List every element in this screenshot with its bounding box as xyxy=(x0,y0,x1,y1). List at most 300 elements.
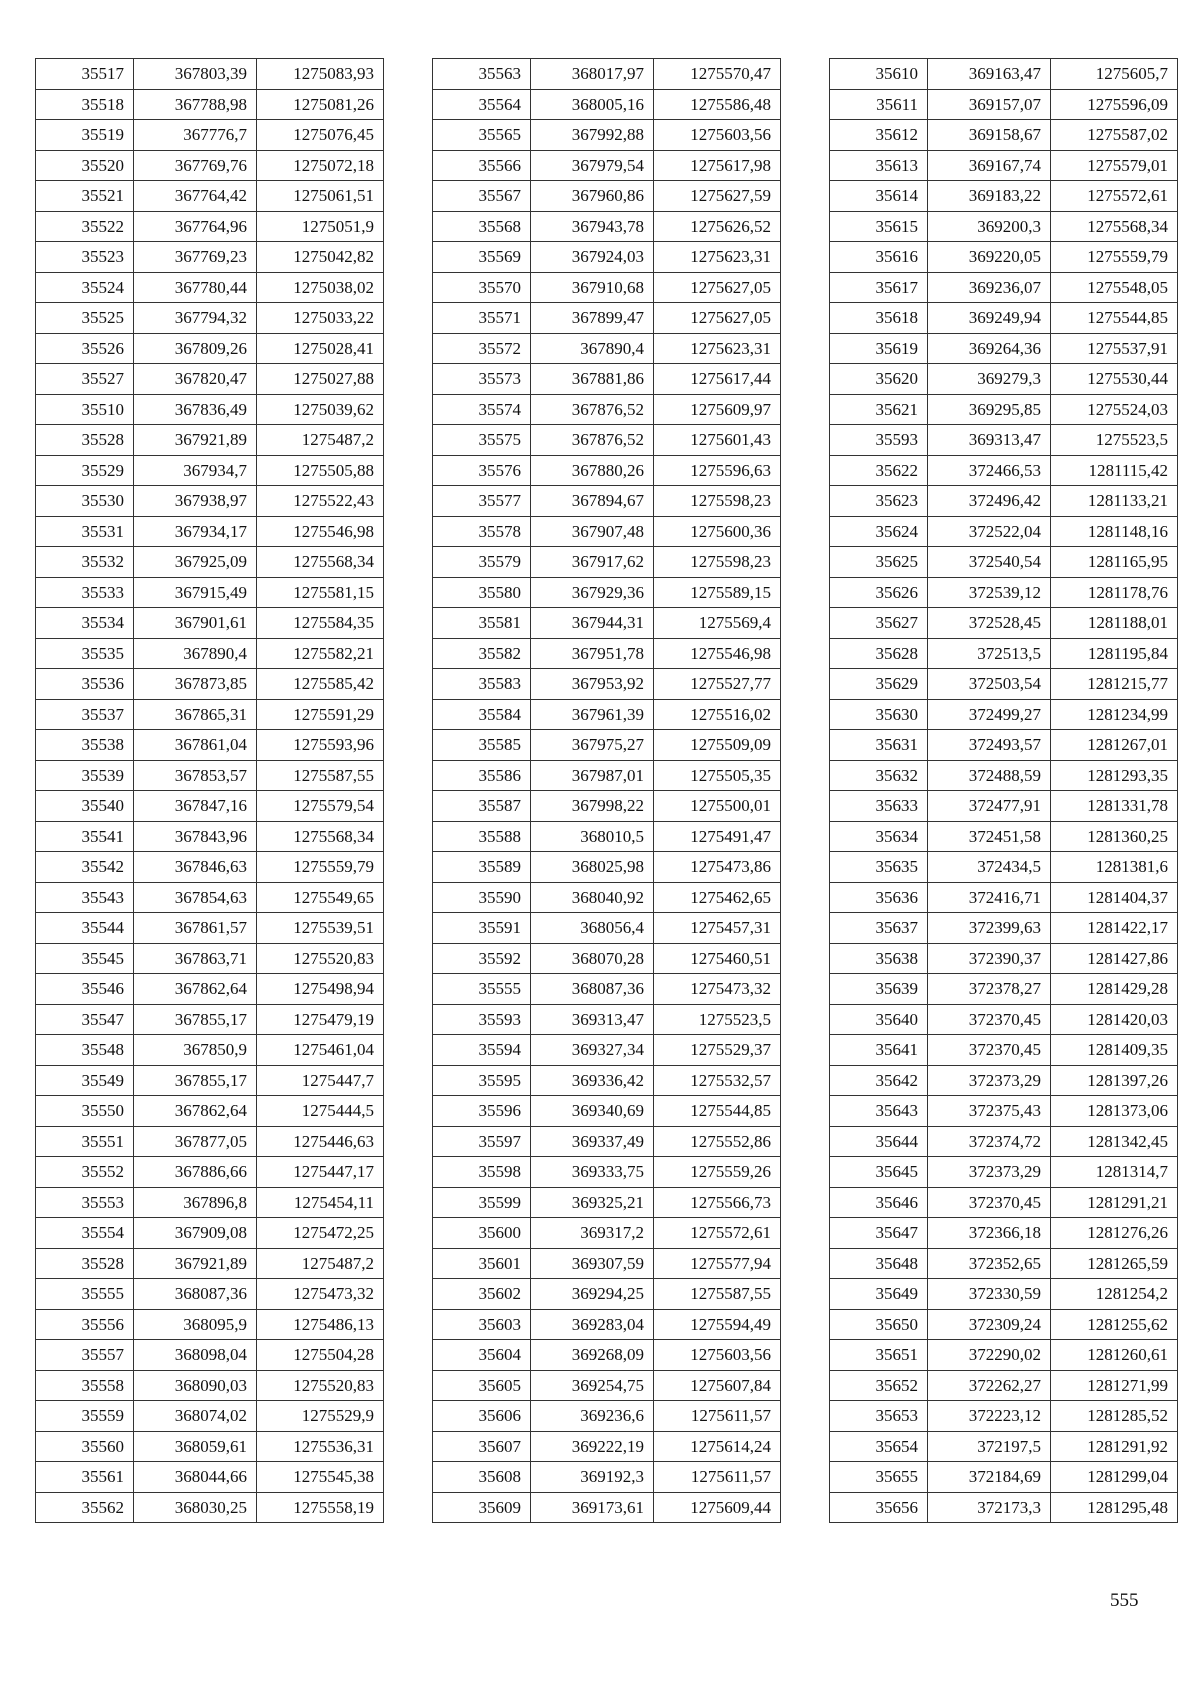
point-number-cell: 35530 xyxy=(36,486,134,517)
table-row xyxy=(433,486,781,517)
x-coordinate-cell: 367894,67 xyxy=(531,486,654,517)
coordinates-table-3 xyxy=(829,58,1178,1523)
x-coordinate-cell: 367820,47 xyxy=(134,364,257,395)
x-coordinate-cell: 369327,34 xyxy=(531,1035,654,1066)
point-number-cell: 35644 xyxy=(830,1126,928,1157)
x-coordinate-cell: 367877,05 xyxy=(134,1126,257,1157)
y-coordinate-cell: 1275462,65 xyxy=(654,882,781,913)
y-coordinate-cell: 1275061,51 xyxy=(257,181,384,212)
table-row xyxy=(36,364,384,395)
point-number-cell: 35588 xyxy=(433,821,531,852)
y-coordinate-cell: 1275611,57 xyxy=(654,1401,781,1432)
x-coordinate-cell: 372370,45 xyxy=(928,1035,1051,1066)
table-row xyxy=(433,730,781,761)
y-coordinate-cell: 1275609,44 xyxy=(654,1492,781,1523)
point-number-cell: 35569 xyxy=(433,242,531,273)
point-number-cell: 35618 xyxy=(830,303,928,334)
point-number-cell: 35633 xyxy=(830,791,928,822)
point-number-cell: 35542 xyxy=(36,852,134,883)
x-coordinate-cell: 372366,18 xyxy=(928,1218,1051,1249)
table-row xyxy=(433,577,781,608)
y-coordinate-cell: 1275072,18 xyxy=(257,150,384,181)
y-coordinate-cell: 1275500,01 xyxy=(654,791,781,822)
x-coordinate-cell: 369333,75 xyxy=(531,1157,654,1188)
y-coordinate-cell: 1275473,32 xyxy=(257,1279,384,1310)
y-coordinate-cell: 1275038,02 xyxy=(257,272,384,303)
point-number-cell: 35555 xyxy=(36,1279,134,1310)
table-row xyxy=(36,303,384,334)
y-coordinate-cell: 1275033,22 xyxy=(257,303,384,334)
point-number-cell: 35619 xyxy=(830,333,928,364)
table-row xyxy=(830,1248,1178,1279)
y-coordinate-cell: 1275558,19 xyxy=(257,1492,384,1523)
x-coordinate-cell: 367855,17 xyxy=(134,1004,257,1035)
x-coordinate-cell: 368070,28 xyxy=(531,943,654,974)
table-row xyxy=(830,882,1178,913)
table-row xyxy=(36,1401,384,1432)
point-number-cell: 35567 xyxy=(433,181,531,212)
table-row xyxy=(830,974,1178,1005)
x-coordinate-cell: 367876,52 xyxy=(531,425,654,456)
x-coordinate-cell: 367934,7 xyxy=(134,455,257,486)
point-number-cell: 35558 xyxy=(36,1370,134,1401)
x-coordinate-cell: 367853,57 xyxy=(134,760,257,791)
x-coordinate-cell: 369222,19 xyxy=(531,1431,654,1462)
point-number-cell: 35539 xyxy=(36,760,134,791)
x-coordinate-cell: 369163,47 xyxy=(928,59,1051,90)
table-row xyxy=(36,1065,384,1096)
x-coordinate-cell: 369294,25 xyxy=(531,1279,654,1310)
point-number-cell: 35635 xyxy=(830,852,928,883)
point-number-cell: 35581 xyxy=(433,608,531,639)
point-number-cell: 35556 xyxy=(36,1309,134,1340)
coordinates-table-2 xyxy=(432,58,781,1523)
y-coordinate-cell: 1281420,03 xyxy=(1051,1004,1178,1035)
point-number-cell: 35589 xyxy=(433,852,531,883)
point-number-cell: 35564 xyxy=(433,89,531,120)
x-coordinate-cell: 367953,92 xyxy=(531,669,654,700)
point-number-cell: 35534 xyxy=(36,608,134,639)
table-row xyxy=(830,760,1178,791)
point-number-cell: 35631 xyxy=(830,730,928,761)
table-row xyxy=(36,1004,384,1035)
point-number-cell: 35577 xyxy=(433,486,531,517)
y-coordinate-cell: 1281422,17 xyxy=(1051,913,1178,944)
table-row xyxy=(433,669,781,700)
x-coordinate-cell: 372466,53 xyxy=(928,455,1051,486)
point-number-cell: 35587 xyxy=(433,791,531,822)
table-row xyxy=(830,577,1178,608)
point-number-cell: 35580 xyxy=(433,577,531,608)
x-coordinate-cell: 368040,92 xyxy=(531,882,654,913)
point-number-cell: 35655 xyxy=(830,1462,928,1493)
x-coordinate-cell: 367863,71 xyxy=(134,943,257,974)
x-coordinate-cell: 369192,3 xyxy=(531,1462,654,1493)
table-row xyxy=(433,364,781,395)
y-coordinate-cell: 1281195,84 xyxy=(1051,638,1178,669)
y-coordinate-cell: 1275444,5 xyxy=(257,1096,384,1127)
table-row xyxy=(433,1401,781,1432)
point-number-cell: 35608 xyxy=(433,1462,531,1493)
point-number-cell: 35543 xyxy=(36,882,134,913)
y-coordinate-cell: 1281133,21 xyxy=(1051,486,1178,517)
y-coordinate-cell: 1275579,01 xyxy=(1051,150,1178,181)
point-number-cell: 35551 xyxy=(36,1126,134,1157)
table-row xyxy=(36,974,384,1005)
point-number-cell: 35612 xyxy=(830,120,928,151)
table-row xyxy=(830,852,1178,883)
point-number-cell: 35572 xyxy=(433,333,531,364)
x-coordinate-cell: 368025,98 xyxy=(531,852,654,883)
x-coordinate-cell: 367896,8 xyxy=(134,1187,257,1218)
x-coordinate-cell: 368030,25 xyxy=(134,1492,257,1523)
x-coordinate-cell: 372352,65 xyxy=(928,1248,1051,1279)
table-row xyxy=(830,1096,1178,1127)
table-row xyxy=(830,699,1178,730)
table-row xyxy=(36,638,384,669)
y-coordinate-cell: 1275447,17 xyxy=(257,1157,384,1188)
y-coordinate-cell: 1275460,51 xyxy=(654,943,781,974)
table-row xyxy=(830,1126,1178,1157)
y-coordinate-cell: 1275524,03 xyxy=(1051,394,1178,425)
table-row xyxy=(36,211,384,242)
point-number-cell: 35526 xyxy=(36,333,134,364)
table-row xyxy=(36,120,384,151)
y-coordinate-cell: 1275544,85 xyxy=(1051,303,1178,334)
point-number-cell: 35649 xyxy=(830,1279,928,1310)
y-coordinate-cell: 1275546,98 xyxy=(257,516,384,547)
x-coordinate-cell: 367934,17 xyxy=(134,516,257,547)
y-coordinate-cell: 1275569,4 xyxy=(654,608,781,639)
y-coordinate-cell: 1275600,36 xyxy=(654,516,781,547)
table-row xyxy=(433,1431,781,1462)
point-number-cell: 35563 xyxy=(433,59,531,90)
y-coordinate-cell: 1275536,31 xyxy=(257,1431,384,1462)
point-number-cell: 35639 xyxy=(830,974,928,1005)
table-row xyxy=(433,913,781,944)
table-row xyxy=(830,181,1178,212)
x-coordinate-cell: 372434,5 xyxy=(928,852,1051,883)
y-coordinate-cell: 1275081,26 xyxy=(257,89,384,120)
y-coordinate-cell: 1275539,51 xyxy=(257,913,384,944)
x-coordinate-cell: 367862,64 xyxy=(134,1096,257,1127)
point-number-cell: 35528 xyxy=(36,1248,134,1279)
table-row xyxy=(830,1462,1178,1493)
y-coordinate-cell: 1275051,9 xyxy=(257,211,384,242)
point-number-cell: 35533 xyxy=(36,577,134,608)
point-number-cell: 35599 xyxy=(433,1187,531,1218)
y-coordinate-cell: 1281234,99 xyxy=(1051,699,1178,730)
table-row xyxy=(36,394,384,425)
x-coordinate-cell: 372540,54 xyxy=(928,547,1051,578)
point-number-cell: 35610 xyxy=(830,59,928,90)
point-number-cell: 35522 xyxy=(36,211,134,242)
y-coordinate-cell: 1275603,56 xyxy=(654,120,781,151)
y-coordinate-cell: 1275454,11 xyxy=(257,1187,384,1218)
x-coordinate-cell: 368010,5 xyxy=(531,821,654,852)
table-row xyxy=(830,821,1178,852)
table-row xyxy=(830,1431,1178,1462)
x-coordinate-cell: 367938,97 xyxy=(134,486,257,517)
table-row xyxy=(36,791,384,822)
x-coordinate-cell: 369254,75 xyxy=(531,1370,654,1401)
y-coordinate-cell: 1275559,26 xyxy=(654,1157,781,1188)
x-coordinate-cell: 367998,22 xyxy=(531,791,654,822)
point-number-cell: 35594 xyxy=(433,1035,531,1066)
x-coordinate-cell: 369313,47 xyxy=(928,425,1051,456)
point-number-cell: 35615 xyxy=(830,211,928,242)
x-coordinate-cell: 369183,22 xyxy=(928,181,1051,212)
point-number-cell: 35656 xyxy=(830,1492,928,1523)
point-number-cell: 35519 xyxy=(36,120,134,151)
point-number-cell: 35547 xyxy=(36,1004,134,1035)
table-row xyxy=(433,638,781,669)
point-number-cell: 35559 xyxy=(36,1401,134,1432)
y-coordinate-cell: 1275491,47 xyxy=(654,821,781,852)
x-coordinate-cell: 369279,3 xyxy=(928,364,1051,395)
x-coordinate-cell: 372370,45 xyxy=(928,1187,1051,1218)
x-coordinate-cell: 372399,63 xyxy=(928,913,1051,944)
table-row xyxy=(36,913,384,944)
x-coordinate-cell: 368090,03 xyxy=(134,1370,257,1401)
table-row xyxy=(433,882,781,913)
y-coordinate-cell: 1275572,61 xyxy=(1051,181,1178,212)
y-coordinate-cell: 1275587,55 xyxy=(654,1279,781,1310)
x-coordinate-cell: 369336,42 xyxy=(531,1065,654,1096)
table-row xyxy=(36,272,384,303)
table-row xyxy=(830,669,1178,700)
point-number-cell: 35565 xyxy=(433,120,531,151)
table-row xyxy=(433,455,781,486)
point-number-cell: 35571 xyxy=(433,303,531,334)
point-number-cell: 35560 xyxy=(36,1431,134,1462)
point-number-cell: 35528 xyxy=(36,425,134,456)
x-coordinate-cell: 368098,04 xyxy=(134,1340,257,1371)
point-number-cell: 35629 xyxy=(830,669,928,700)
point-number-cell: 35626 xyxy=(830,577,928,608)
y-coordinate-cell: 1275566,73 xyxy=(654,1187,781,1218)
table-row xyxy=(36,882,384,913)
x-coordinate-cell: 367929,36 xyxy=(531,577,654,608)
point-number-cell: 35651 xyxy=(830,1340,928,1371)
point-number-cell: 35532 xyxy=(36,547,134,578)
y-coordinate-cell: 1281215,77 xyxy=(1051,669,1178,700)
x-coordinate-cell: 369337,49 xyxy=(531,1126,654,1157)
table-row xyxy=(36,242,384,273)
point-number-cell: 35648 xyxy=(830,1248,928,1279)
point-number-cell: 35603 xyxy=(433,1309,531,1340)
x-coordinate-cell: 367943,78 xyxy=(531,211,654,242)
x-coordinate-cell: 372197,5 xyxy=(928,1431,1051,1462)
y-coordinate-cell: 1275568,34 xyxy=(257,547,384,578)
x-coordinate-cell: 369157,07 xyxy=(928,89,1051,120)
table-row xyxy=(830,1340,1178,1371)
table-row xyxy=(36,150,384,181)
point-number-cell: 35544 xyxy=(36,913,134,944)
point-number-cell: 35609 xyxy=(433,1492,531,1523)
point-number-cell: 35592 xyxy=(433,943,531,974)
x-coordinate-cell: 372477,91 xyxy=(928,791,1051,822)
y-coordinate-cell: 1281260,61 xyxy=(1051,1340,1178,1371)
coordinates-table-1 xyxy=(35,58,384,1523)
x-coordinate-cell: 367843,96 xyxy=(134,821,257,852)
point-number-cell: 35628 xyxy=(830,638,928,669)
table-row xyxy=(433,242,781,273)
x-coordinate-cell: 372539,12 xyxy=(928,577,1051,608)
table-row xyxy=(830,211,1178,242)
point-number-cell: 35568 xyxy=(433,211,531,242)
point-number-cell: 35521 xyxy=(36,181,134,212)
table-row xyxy=(433,1004,781,1035)
table-body xyxy=(433,59,781,1523)
point-number-cell: 35579 xyxy=(433,547,531,578)
table-row xyxy=(433,1370,781,1401)
point-number-cell: 35535 xyxy=(36,638,134,669)
table-row xyxy=(830,303,1178,334)
x-coordinate-cell: 372309,24 xyxy=(928,1309,1051,1340)
point-number-cell: 35646 xyxy=(830,1187,928,1218)
point-number-cell: 35647 xyxy=(830,1218,928,1249)
table-row xyxy=(830,120,1178,151)
x-coordinate-cell: 372378,27 xyxy=(928,974,1051,1005)
point-number-cell: 35585 xyxy=(433,730,531,761)
point-number-cell: 35642 xyxy=(830,1065,928,1096)
point-number-cell: 35575 xyxy=(433,425,531,456)
x-coordinate-cell: 367899,47 xyxy=(531,303,654,334)
table-row xyxy=(830,1004,1178,1035)
table-row xyxy=(36,669,384,700)
y-coordinate-cell: 1275617,44 xyxy=(654,364,781,395)
table-row xyxy=(830,89,1178,120)
point-number-cell: 35617 xyxy=(830,272,928,303)
table-row xyxy=(830,364,1178,395)
table-row xyxy=(433,1035,781,1066)
table-row xyxy=(830,1035,1178,1066)
point-number-cell: 35654 xyxy=(830,1431,928,1462)
y-coordinate-cell: 1275552,86 xyxy=(654,1126,781,1157)
x-coordinate-cell: 367901,61 xyxy=(134,608,257,639)
y-coordinate-cell: 1275523,5 xyxy=(654,1004,781,1035)
point-number-cell: 35545 xyxy=(36,943,134,974)
point-number-cell: 35548 xyxy=(36,1035,134,1066)
point-number-cell: 35650 xyxy=(830,1309,928,1340)
table-row xyxy=(433,303,781,334)
point-number-cell: 35591 xyxy=(433,913,531,944)
table-row xyxy=(830,394,1178,425)
table-body xyxy=(830,59,1178,1523)
x-coordinate-cell: 367764,96 xyxy=(134,211,257,242)
x-coordinate-cell: 367861,57 xyxy=(134,913,257,944)
point-number-cell: 35586 xyxy=(433,760,531,791)
x-coordinate-cell: 368074,02 xyxy=(134,1401,257,1432)
table-row xyxy=(36,943,384,974)
y-coordinate-cell: 1281331,78 xyxy=(1051,791,1178,822)
x-coordinate-cell: 368056,4 xyxy=(531,913,654,944)
point-number-cell: 35604 xyxy=(433,1340,531,1371)
y-coordinate-cell: 1281427,86 xyxy=(1051,943,1178,974)
x-coordinate-cell: 368059,61 xyxy=(134,1431,257,1462)
x-coordinate-cell: 372330,59 xyxy=(928,1279,1051,1310)
point-number-cell: 35606 xyxy=(433,1401,531,1432)
x-coordinate-cell: 372513,5 xyxy=(928,638,1051,669)
y-coordinate-cell: 1275473,86 xyxy=(654,852,781,883)
table-row xyxy=(830,333,1178,364)
x-coordinate-cell: 372503,54 xyxy=(928,669,1051,700)
point-number-cell: 35523 xyxy=(36,242,134,273)
y-coordinate-cell: 1275623,31 xyxy=(654,333,781,364)
y-coordinate-cell: 1275544,85 xyxy=(654,1096,781,1127)
y-coordinate-cell: 1281397,26 xyxy=(1051,1065,1178,1096)
x-coordinate-cell: 372373,29 xyxy=(928,1065,1051,1096)
point-number-cell: 35590 xyxy=(433,882,531,913)
point-number-cell: 35621 xyxy=(830,394,928,425)
y-coordinate-cell: 1281165,95 xyxy=(1051,547,1178,578)
table-row xyxy=(36,760,384,791)
point-number-cell: 35627 xyxy=(830,608,928,639)
point-number-cell: 35520 xyxy=(36,150,134,181)
table-row xyxy=(433,150,781,181)
y-coordinate-cell: 1275522,43 xyxy=(257,486,384,517)
x-coordinate-cell: 372290,02 xyxy=(928,1340,1051,1371)
point-number-cell: 35637 xyxy=(830,913,928,944)
y-coordinate-cell: 1275028,41 xyxy=(257,333,384,364)
point-number-cell: 35601 xyxy=(433,1248,531,1279)
table-row xyxy=(433,59,781,90)
y-coordinate-cell: 1275545,38 xyxy=(257,1462,384,1493)
y-coordinate-cell: 1275559,79 xyxy=(257,852,384,883)
table-row xyxy=(433,1126,781,1157)
table-row xyxy=(36,1218,384,1249)
table-row xyxy=(36,821,384,852)
y-coordinate-cell: 1275076,45 xyxy=(257,120,384,151)
point-number-cell: 35641 xyxy=(830,1035,928,1066)
point-number-cell: 35638 xyxy=(830,943,928,974)
y-coordinate-cell: 1275568,34 xyxy=(1051,211,1178,242)
x-coordinate-cell: 369249,94 xyxy=(928,303,1051,334)
x-coordinate-cell: 367776,7 xyxy=(134,120,257,151)
x-coordinate-cell: 367881,86 xyxy=(531,364,654,395)
y-coordinate-cell: 1275591,29 xyxy=(257,699,384,730)
point-number-cell: 35557 xyxy=(36,1340,134,1371)
table-row xyxy=(36,1187,384,1218)
point-number-cell: 35570 xyxy=(433,272,531,303)
point-number-cell: 35593 xyxy=(433,1004,531,1035)
y-coordinate-cell: 1275589,15 xyxy=(654,577,781,608)
table-row xyxy=(830,638,1178,669)
x-coordinate-cell: 367951,78 xyxy=(531,638,654,669)
point-number-cell: 35554 xyxy=(36,1218,134,1249)
table-row xyxy=(830,1492,1178,1523)
y-coordinate-cell: 1281291,92 xyxy=(1051,1431,1178,1462)
point-number-cell: 35541 xyxy=(36,821,134,852)
table-row xyxy=(433,181,781,212)
x-coordinate-cell: 367865,31 xyxy=(134,699,257,730)
y-coordinate-cell: 1281293,35 xyxy=(1051,760,1178,791)
y-coordinate-cell: 1275461,04 xyxy=(257,1035,384,1066)
point-number-cell: 35614 xyxy=(830,181,928,212)
table-row xyxy=(36,1126,384,1157)
table-row xyxy=(830,59,1178,90)
y-coordinate-cell: 1275479,19 xyxy=(257,1004,384,1035)
table-row xyxy=(433,1218,781,1249)
x-coordinate-cell: 367992,88 xyxy=(531,120,654,151)
point-number-cell: 35555 xyxy=(433,974,531,1005)
point-number-cell: 35578 xyxy=(433,516,531,547)
point-number-cell: 35620 xyxy=(830,364,928,395)
x-coordinate-cell: 367890,4 xyxy=(531,333,654,364)
x-coordinate-cell: 367862,64 xyxy=(134,974,257,1005)
x-coordinate-cell: 367861,04 xyxy=(134,730,257,761)
